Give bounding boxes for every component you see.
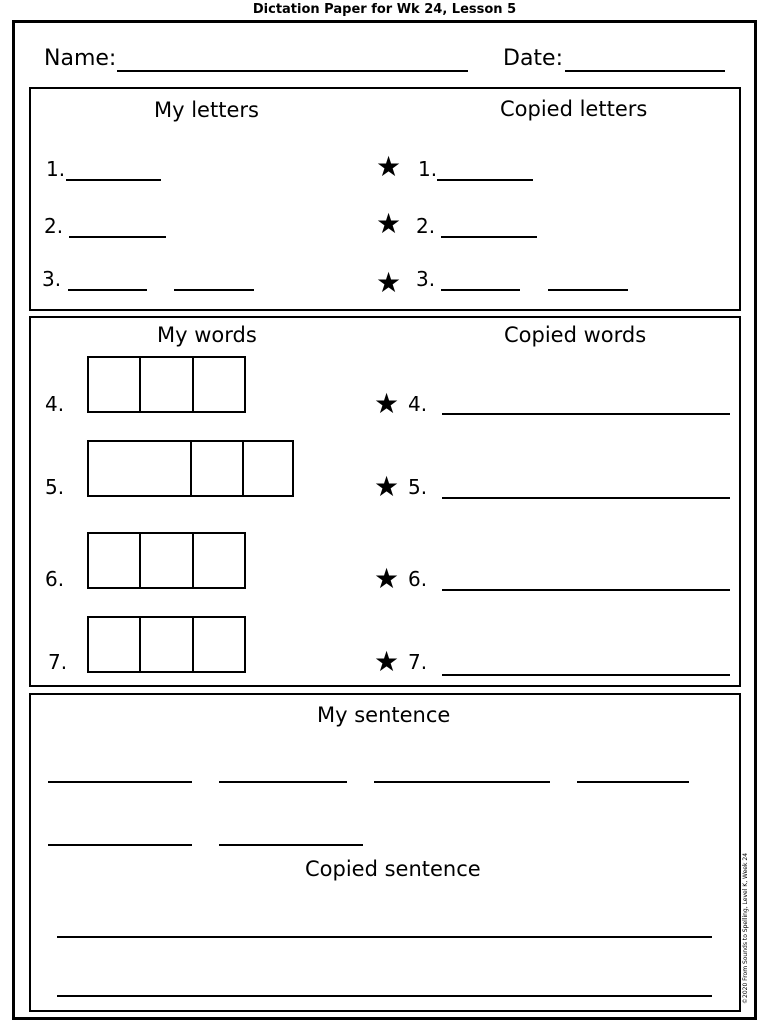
sentence-word-line[interactable] [48, 844, 192, 846]
letter-box[interactable] [244, 442, 292, 495]
letter-box[interactable] [194, 618, 244, 671]
copied-sentence-heading: Copied sentence [305, 857, 481, 881]
star-icon: ★ [374, 387, 400, 420]
copied-letter-line-1[interactable] [437, 179, 533, 181]
star-icon: ★ [376, 150, 402, 183]
letter-box[interactable] [194, 358, 244, 411]
star-icon: ★ [374, 470, 400, 503]
copied-sentence-line-1[interactable] [57, 936, 712, 938]
copied-word-number-6: 6. [408, 567, 428, 591]
sentence-word-line[interactable] [374, 781, 550, 783]
name-line[interactable] [117, 70, 468, 72]
letter-line-3b[interactable] [174, 289, 254, 291]
star-icon: ★ [376, 266, 402, 299]
name-label: Name: [44, 46, 117, 71]
word-boxes-6[interactable] [87, 532, 246, 589]
copied-letters-heading: Copied letters [500, 97, 648, 121]
star-icon: ★ [374, 645, 400, 678]
date-label: Date: [503, 46, 563, 71]
letter-line-3a[interactable] [68, 289, 147, 291]
copied-words-heading: Copied words [504, 323, 647, 347]
letter-box[interactable] [89, 442, 192, 495]
star-icon: ★ [374, 562, 400, 595]
word-number-7: 7. [48, 650, 68, 674]
word-number-5: 5. [45, 475, 65, 499]
copied-sentence-line-2[interactable] [57, 995, 712, 997]
sentence-section [29, 693, 741, 1012]
word-boxes-5[interactable] [87, 440, 294, 497]
letter-number-3: 3. [42, 267, 62, 291]
copied-letter-line-2[interactable] [441, 236, 537, 238]
letter-line-1[interactable] [66, 179, 161, 181]
letter-box[interactable] [89, 534, 141, 587]
letter-box[interactable] [141, 618, 194, 671]
copyright-note: ©2020 From Sounds to Spelling, Level K, Week 24 [742, 852, 749, 1004]
copied-word-line-6[interactable] [442, 589, 730, 591]
my-sentence-heading: My sentence [317, 703, 451, 727]
date-line[interactable] [565, 70, 725, 72]
letter-number-2: 2. [44, 214, 64, 238]
sentence-word-line[interactable] [219, 844, 363, 846]
copied-letter-number-2: 2. [416, 214, 436, 238]
my-letters-heading: My letters [154, 98, 259, 122]
letter-line-2[interactable] [69, 236, 166, 238]
copied-letter-line-3a[interactable] [441, 289, 520, 291]
word-number-6: 6. [45, 567, 65, 591]
document-title: Dictation Paper for Wk 24, Lesson 5 [252, 2, 517, 17]
sentence-word-line[interactable] [219, 781, 347, 783]
letter-box[interactable] [141, 358, 194, 411]
copied-letter-number-3: 3. [416, 267, 436, 291]
word-boxes-7[interactable] [87, 616, 246, 673]
copied-word-line-7[interactable] [442, 674, 730, 676]
letter-box[interactable] [194, 534, 244, 587]
my-words-heading: My words [157, 323, 257, 347]
letter-box[interactable] [141, 534, 194, 587]
word-number-4: 4. [45, 392, 65, 416]
copied-word-line-5[interactable] [442, 497, 730, 499]
letter-box[interactable] [89, 358, 141, 411]
word-boxes-4[interactable] [87, 356, 246, 413]
copied-word-number-4: 4. [408, 392, 428, 416]
letter-box[interactable] [192, 442, 244, 495]
copied-word-line-4[interactable] [442, 413, 730, 415]
copied-letter-line-3b[interactable] [548, 289, 628, 291]
sentence-word-line[interactable] [48, 781, 192, 783]
copied-word-number-7: 7. [408, 650, 428, 674]
copied-letter-number-1: 1. [418, 157, 438, 181]
copied-word-number-5: 5. [408, 475, 428, 499]
star-icon: ★ [376, 207, 402, 240]
letter-number-1: 1. [46, 157, 66, 181]
sentence-word-line[interactable] [577, 781, 689, 783]
letter-box[interactable] [89, 618, 141, 671]
